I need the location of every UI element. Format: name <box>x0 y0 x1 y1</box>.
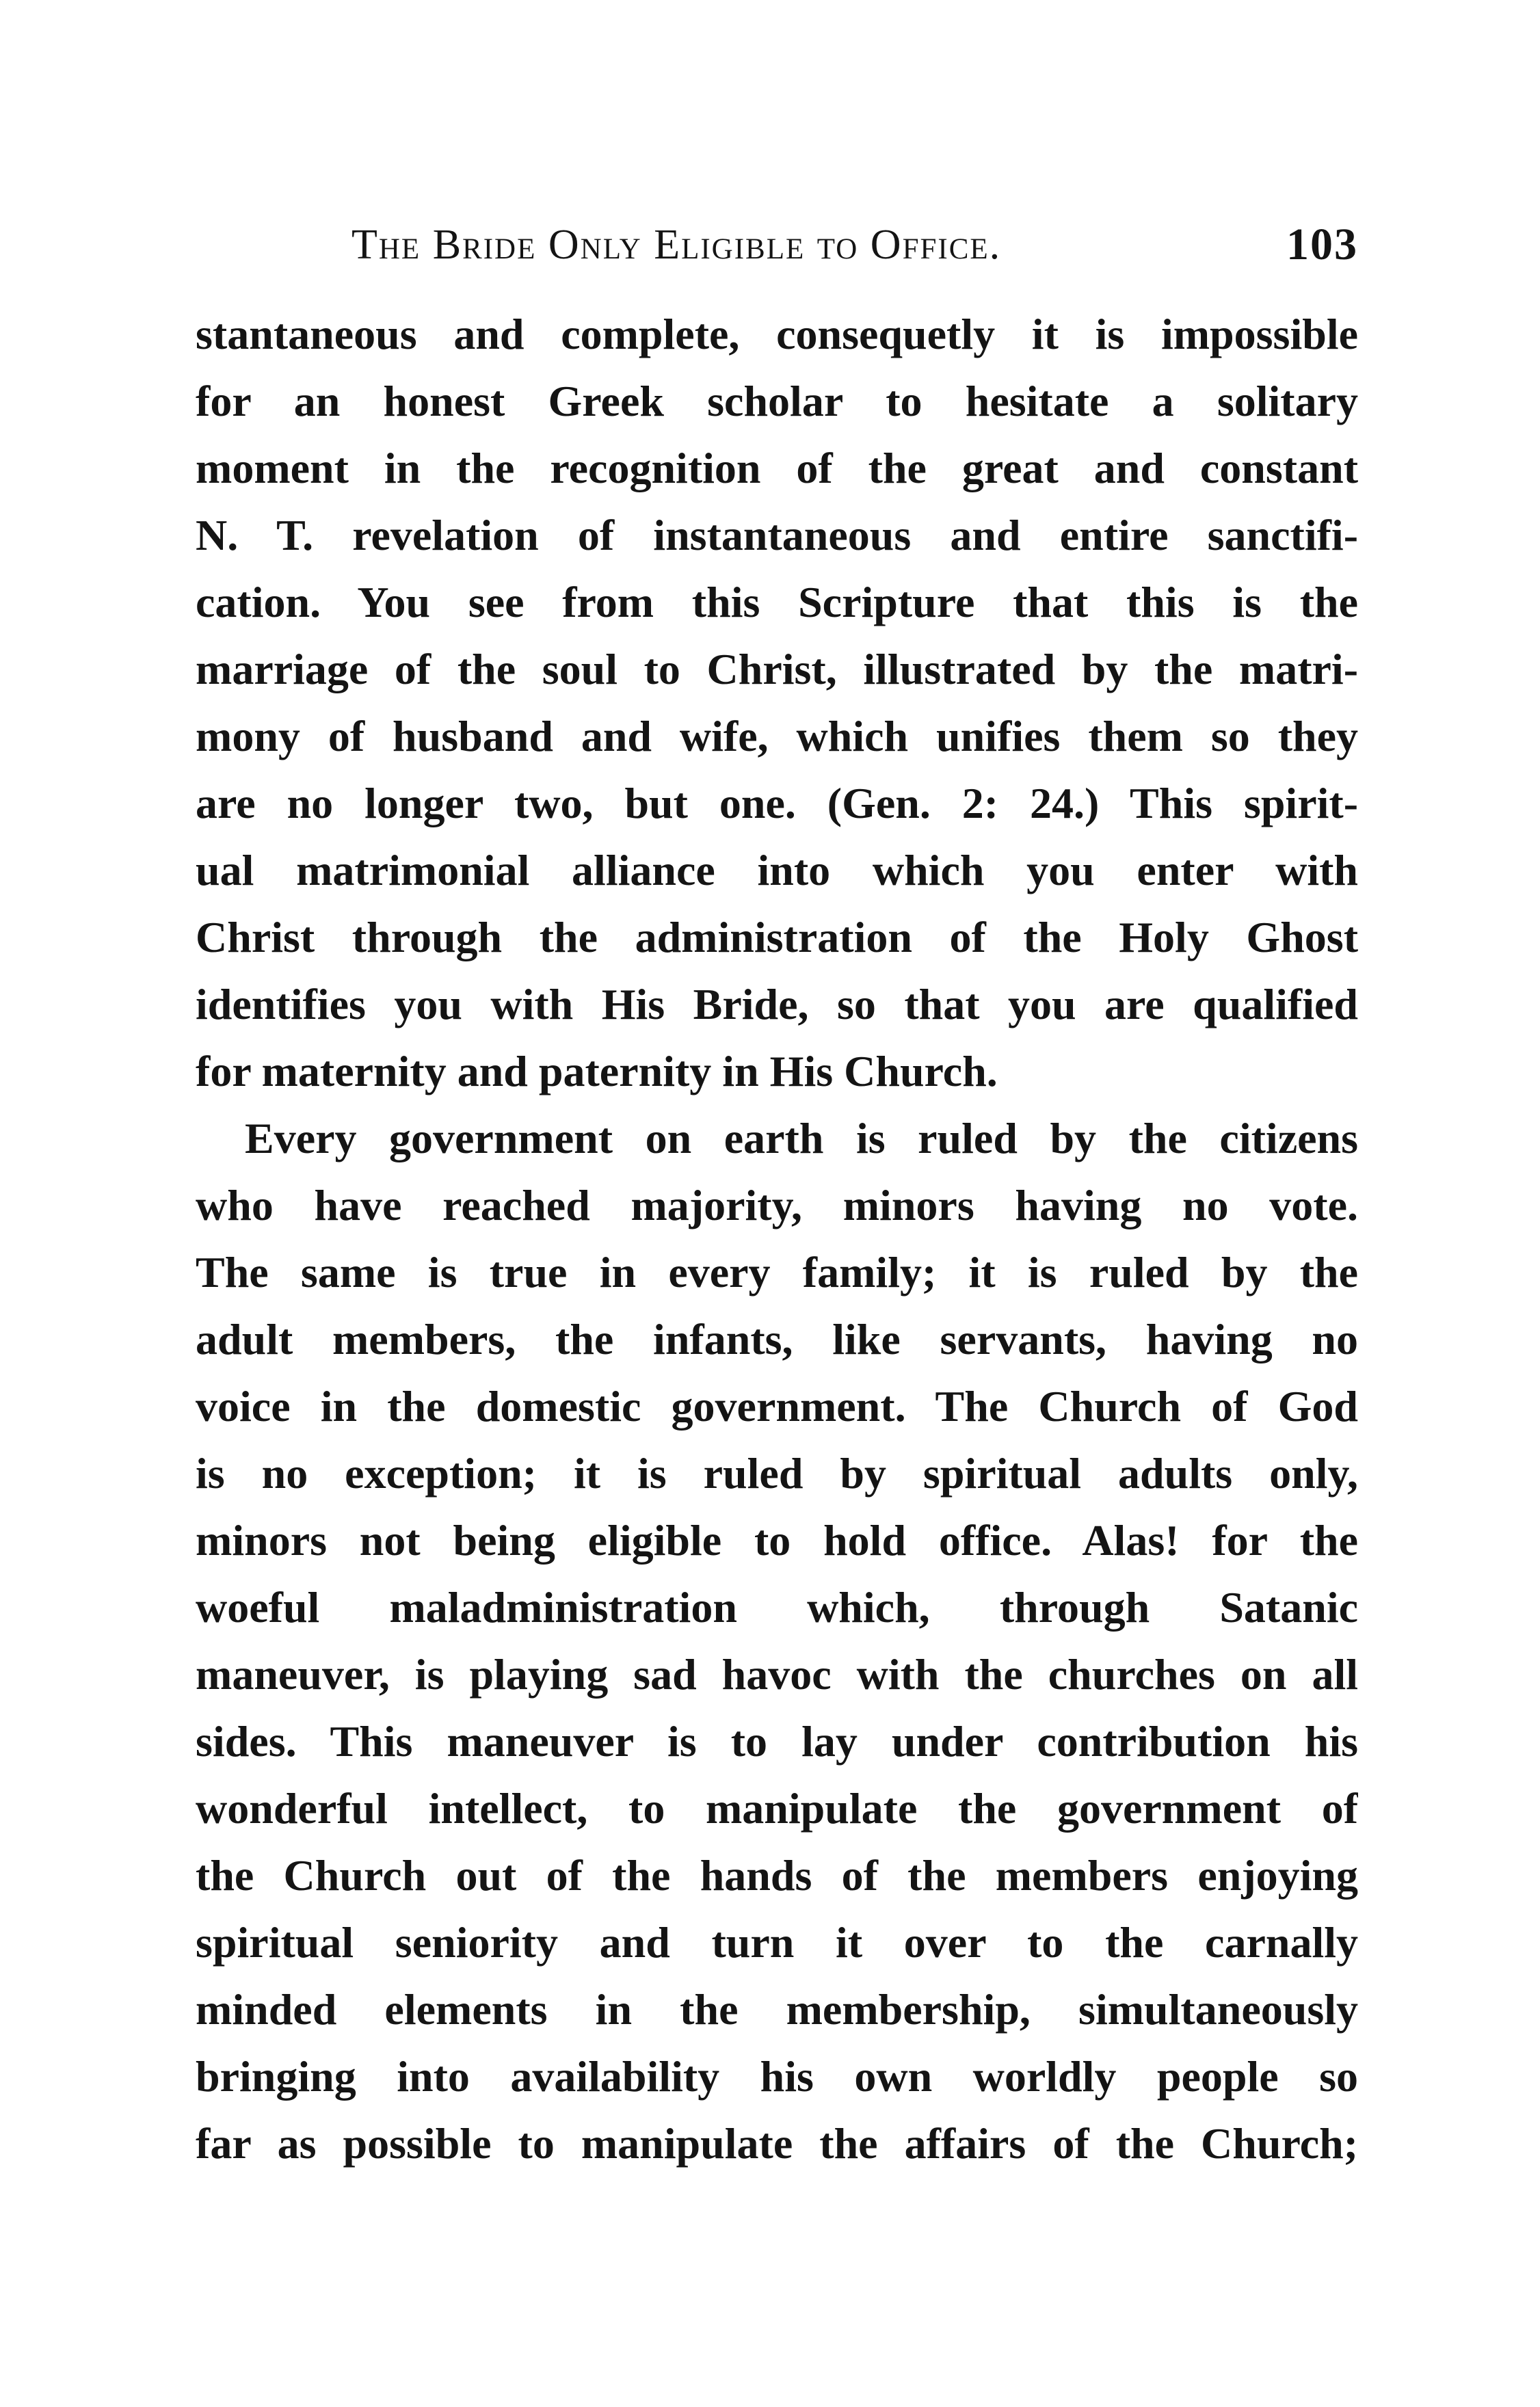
text-line: bringing into availability his own worldly people so <box>196 2052 1358 2101</box>
body-text <box>196 301 1358 2177</box>
text-line: adult members, the infants, like servants, having no <box>196 1315 1358 1364</box>
text-line: who have reached majority, minors having no vote. <box>196 1181 1358 1229</box>
running-head <box>196 217 1358 272</box>
text-line: marriage of the soul to Christ, illustrated by the matri- <box>196 645 1358 693</box>
text-line: spiritual seniority and turn it over to the carnally <box>196 1918 1358 1967</box>
text-line: voice in the domestic government. The Church of God <box>196 1382 1358 1431</box>
text-line: for an honest Greek scholar to hesitate a solitary <box>196 377 1358 425</box>
paragraph-start-line: Every government on earth is ruled by the citizens <box>245 1114 1358 1162</box>
text-line: for maternity and paternity in His Church. <box>196 1047 998 1095</box>
text-line: Christ through the administration of the Holy Ghost <box>196 913 1358 961</box>
text-line: woeful maladministration which, through Satanic <box>196 1583 1358 1632</box>
text-line: moment in the recognition of the great and constant <box>196 444 1358 492</box>
text-line: are no longer two, but one. (Gen. 2: 24.) This spirit- <box>196 779 1358 827</box>
text-line: identifies you with His Bride, so that you are qualified <box>196 980 1358 1028</box>
text-line: the Church out of the hands of the members enjoying <box>196 1851 1358 1900</box>
text-line: mony of husband and wife, which unifies them so they <box>196 712 1358 760</box>
text-line: N. T. revelation of instantaneous and entire sanctifi- <box>196 511 1358 559</box>
text-line: The same is true in every family; it is ruled by the <box>196 1248 1358 1296</box>
text-line: sides. This maneuver is to lay under contribution his <box>196 1717 1358 1766</box>
text-line: stantaneous and complete, consequetly it is impossible <box>196 310 1358 358</box>
text-line: minded elements in the membership, simultaneously <box>196 1985 1358 2034</box>
text-line: ual matrimonial alliance into which you enter with <box>196 846 1358 894</box>
text-line: is no exception; it is ruled by spiritual adults only, <box>196 1449 1358 1498</box>
running-head-title: The Bride Only Eligible to Office. <box>351 222 1002 268</box>
text-line: maneuver, is playing sad havoc with the churches on all <box>196 1650 1358 1699</box>
text-line: cation. You see from this Scripture that this is the <box>196 578 1358 626</box>
text-line: minors not being eligible to hold office. Alas! for the <box>196 1516 1358 1565</box>
text-line: wonderful intellect, to manipulate the government of <box>196 1784 1358 1833</box>
text-line: far as possible to manipulate the affairs of the Church; <box>196 2119 1358 2168</box>
page-number: 103 <box>1286 220 1358 269</box>
